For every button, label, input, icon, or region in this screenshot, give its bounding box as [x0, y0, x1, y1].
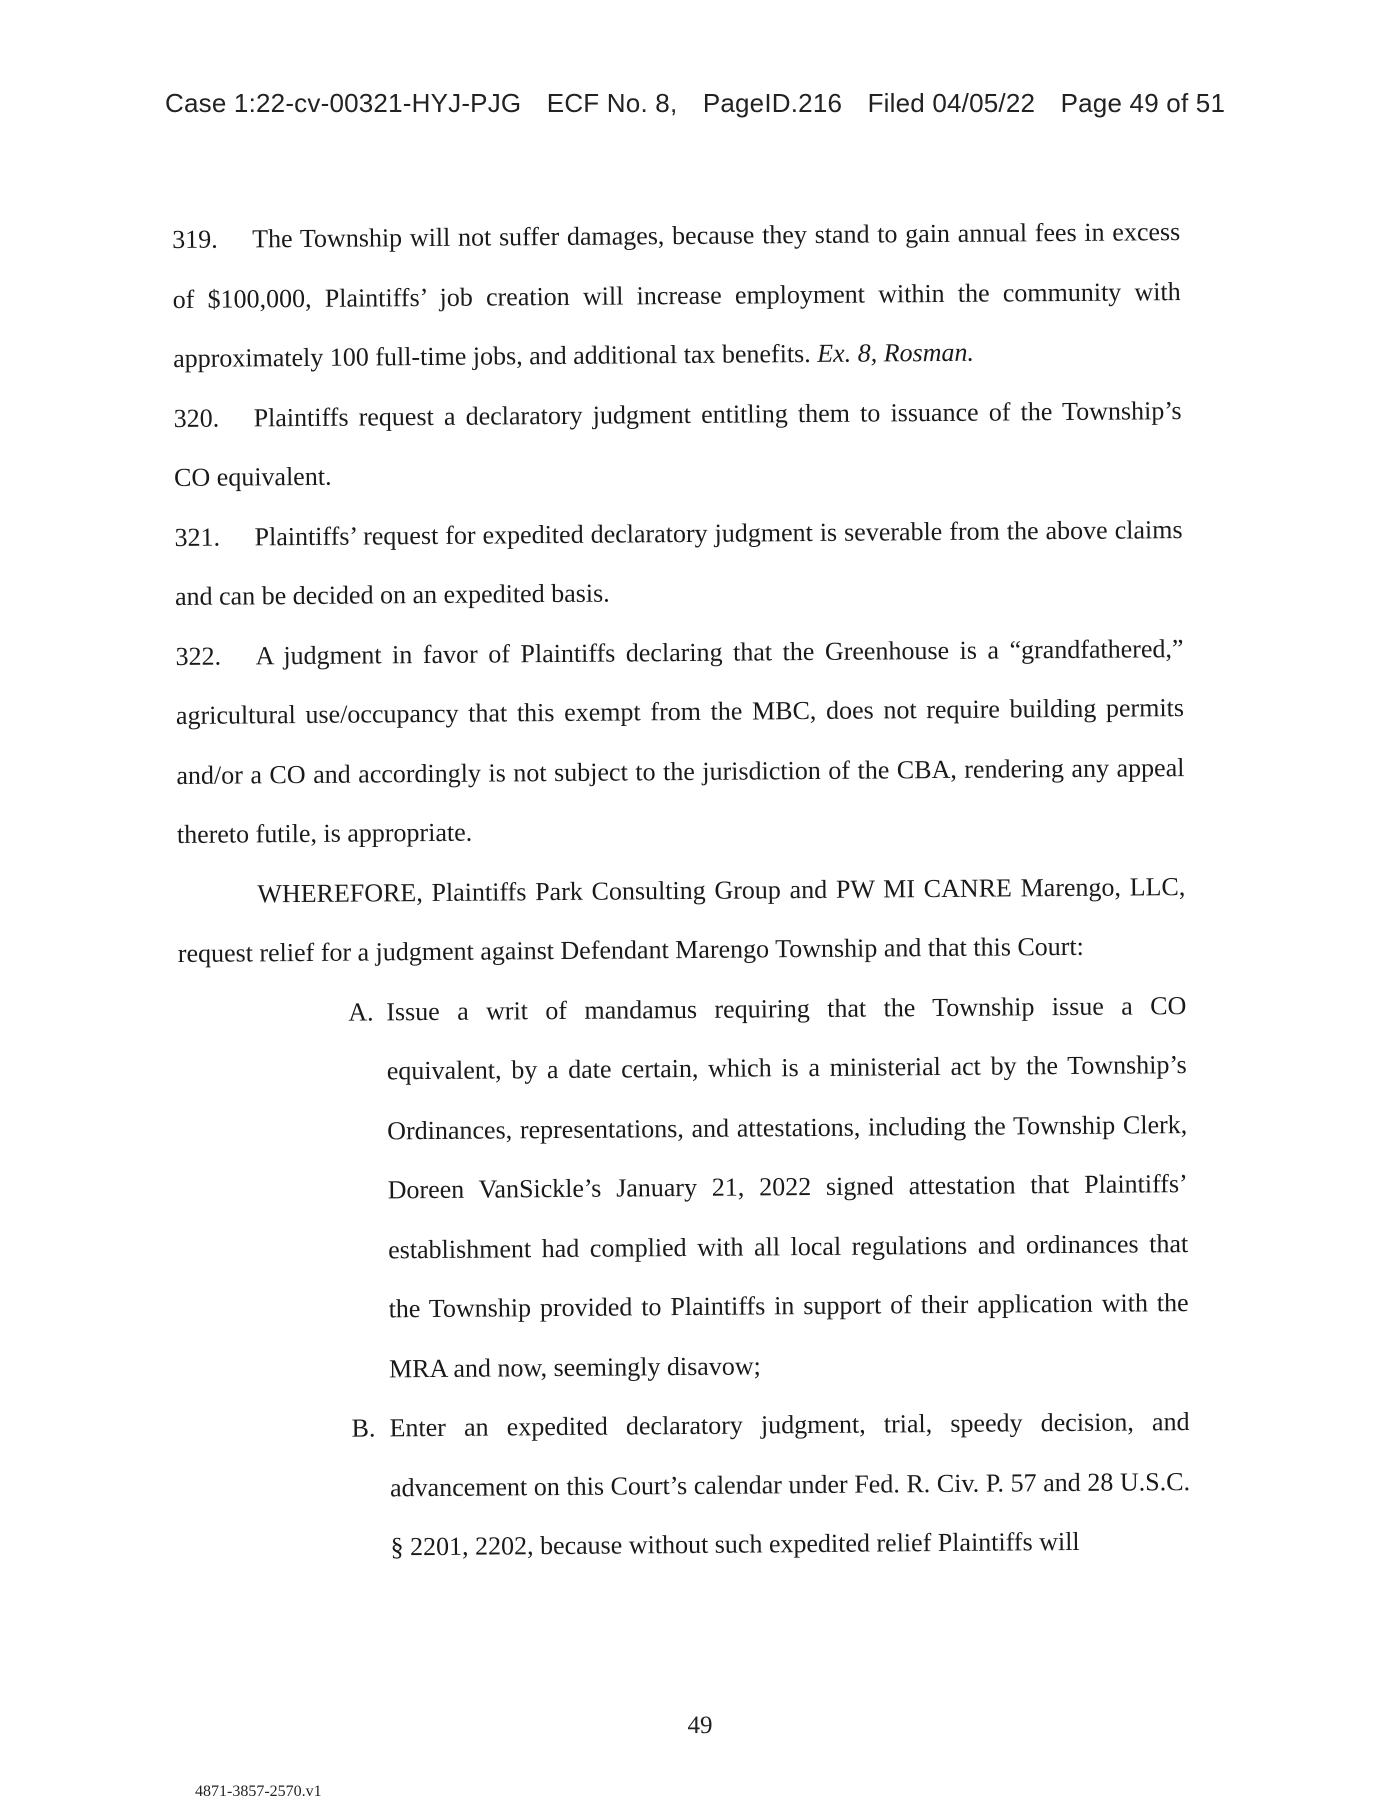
paragraph-320 [173, 381, 1182, 508]
ecf-header [165, 88, 1245, 119]
ecf-number: ECF No. 8, [546, 88, 678, 118]
page-id: PageID.216 [702, 88, 843, 118]
paragraph-text: A judgment in favor of Plaintiffs declaring that the Greenhouse is a “grandfathered,” agricultural use/occupancy that this exempt from the MBC, does not require building permits and/or a CO and accordingly is not subject to the jurisdiction of the CBA, rendering any appeal thereto futile, is appropriate. [175, 633, 1185, 849]
document-id: 4871-3857-2570.v1 [195, 1783, 322, 1800]
paragraph-text: Plaintiffs request a declaratory judgment entitling them to issuance of the Township’s CO equivalent. [173, 395, 1182, 492]
relief-list [178, 976, 1191, 1579]
paragraph-319 [172, 202, 1181, 388]
paragraph-number: 320. [173, 403, 220, 433]
paragraph-321 [174, 500, 1183, 627]
exhibit-citation: Ex. 8, Rosman. [817, 337, 975, 368]
relief-text: Enter an expedited declaratory judgment, trial, speedy decision, and advancement on this Court’s calendar under Fed. R. Civ. P. 57 and 28 U.S.C. § 2201, 2202, because without such expedited relief Plaintiffs will [389, 1407, 1191, 1562]
relief-item-a [348, 976, 1189, 1399]
document-body [172, 202, 1191, 1578]
paragraph-number: 319. [172, 224, 218, 254]
wherefore-clause [177, 857, 1186, 984]
list-marker: B. [351, 1413, 376, 1443]
paragraph-number: 322. [175, 641, 222, 671]
wherefore-text: WHEREFORE, Plaintiffs Park Consulting Group and PW MI CANRE Marengo, LLC, request relief for a judgment against Defendant Marengo Township and that this Court: [177, 871, 1186, 968]
list-marker: A. [348, 996, 374, 1027]
filed-date: Filed 04/05/22 [867, 88, 1036, 118]
relief-text: Issue a writ of mandamus requiring that the Township issue a CO equivalent, by a date certain, which is a ministerial act by the Township’s Ordinances, representations, and attestations, including the Township Clerk, Doreen VanSickle’s January 21, 2022 signed attestation that Plaintiffs’ establishment had complied with all local regulations and ordinances that the Township provided to Plaintiffs in support of their application with the MRA and now, seemingly disavow; [386, 990, 1189, 1383]
relief-item-b [351, 1392, 1190, 1577]
paragraph-322 [175, 619, 1185, 865]
page-number: 49 [687, 1712, 713, 1739]
paragraph-text: The Township will not suffer damages, because they stand to gain annual fees in excess of $100,000, Plaintiffs’ job creation will increase employment within the community with approximately 100 full-time jobs, and additional tax benefits. [172, 217, 1181, 373]
case-number: Case 1:22-cv-00321-HYJ-PJG [165, 88, 522, 118]
paragraph-text: Plaintiffs’ request for expedited declaratory judgment is severable from the above claims and can be decided on an expedited basis. [174, 514, 1183, 611]
page-of-total: Page 49 of 51 [1060, 88, 1226, 118]
paragraph-number: 321. [174, 522, 221, 552]
